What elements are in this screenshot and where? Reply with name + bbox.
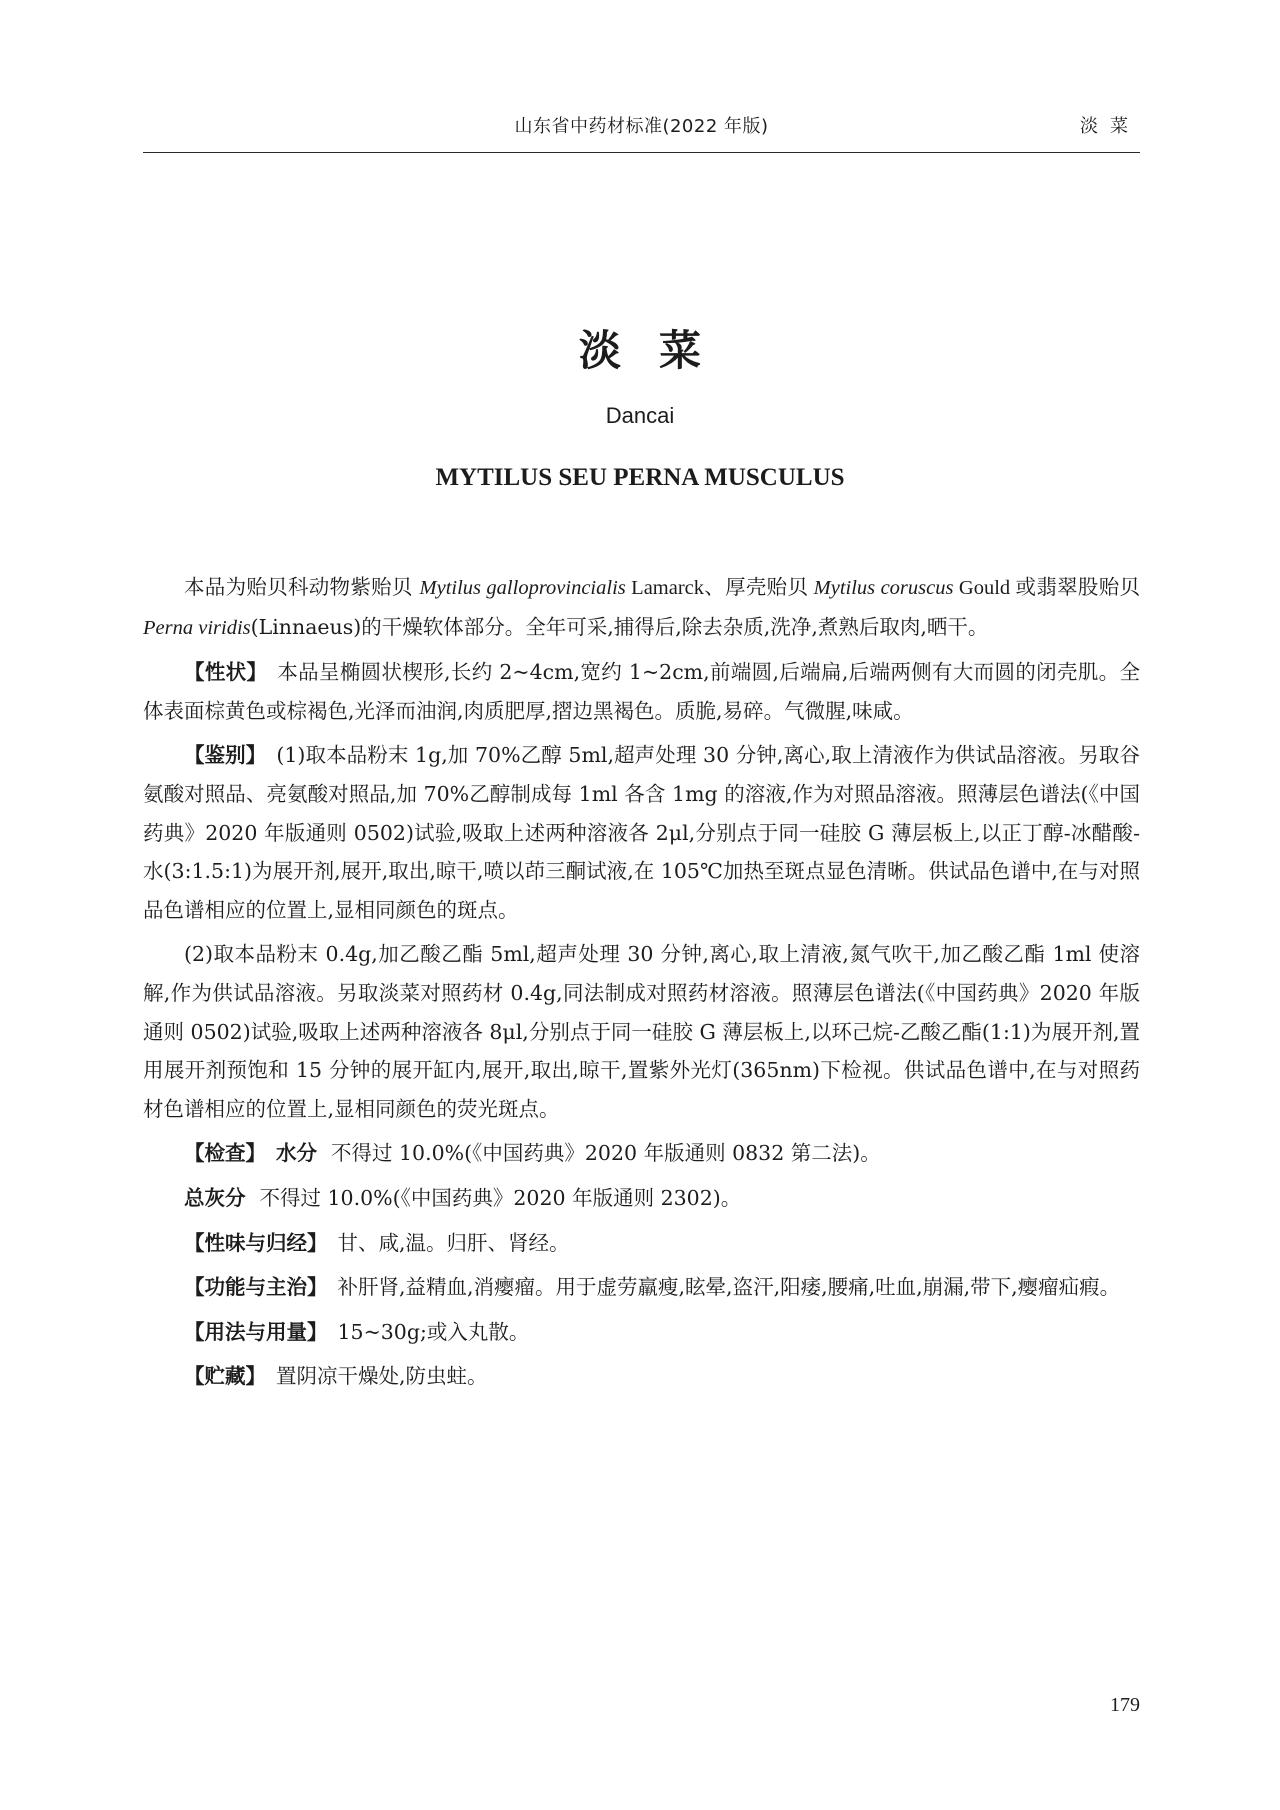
header-rule	[143, 152, 1140, 153]
subsection-label: 水分	[276, 1141, 317, 1166]
section-xingzhuang	[143, 653, 1140, 730]
section-text: 本品呈椭圆状楔形,长约 2~4cm,宽约 1~2cm,前端圆,后端扁,后端两侧有大而圆的闭壳肌。全体表面棕黄色或棕褐色,光泽而油润,肉质肥厚,摺边黑褐色。质脆,易碎。气微腥,味咸。	[143, 660, 1141, 723]
section-text: 甘、咸,温。归肝、肾经。	[337, 1230, 570, 1255]
section-text: 置阴凉干燥处,防虫蛀。	[276, 1364, 488, 1389]
page-title: 淡菜	[578, 326, 739, 375]
species-name: Mytilus coruscus	[813, 577, 954, 599]
section-label: 【检查】	[184, 1141, 266, 1166]
header-book-title: 山东省中药材标准(2022 年版)	[514, 116, 769, 137]
section-label: 【用法与用量】	[184, 1319, 328, 1344]
section-label: 【鉴别】	[184, 743, 267, 768]
section-label: 【贮藏】	[184, 1364, 266, 1389]
section-jianbie	[143, 736, 1140, 929]
pinyin-name: Dancai	[605, 403, 675, 428]
section-gongneng	[143, 1268, 1140, 1307]
species-name: Perna viridis	[143, 616, 251, 639]
section-text: (2)取本品粉末 0.4g,加乙酸乙酯 5ml,超声处理 30 分钟,离心,取上清液,氮气吹干,加乙酸乙酯 1ml 使溶解,作为供试品溶液。另取淡菜对照药材 0.4g,同法制成对照药材溶液。照薄层色谱法(《中国药典》2020 年版通则 0502)试验,吸取上述两种溶液各 8μl,分别点于同一硅胶 G 薄层板上,以环己烷-乙酸乙酯(1:1)为展开剂,置用展开剂预饱和 15 分钟的展开缸内,展开,取出,晾干,置紫外光灯(365nm)下检视。供试品色谱中,在与对照药材色谱相应的位置上,显相同颜色的荧光斑点。	[143, 942, 1140, 1121]
section-jianbie-2	[143, 935, 1140, 1128]
section-text: 15~30g;或入丸散。	[337, 1319, 530, 1344]
section-text: (1)取本品粉末 1g,加 70%乙醇 5ml,超声处理 30 分钟,离心,取上清液作为供试品溶液。另取谷氨酸对照品、亮氨酸对照品,加 70%乙醇制成每 1ml 各含 1mg 的溶液,作为对照品溶液。照薄层色谱法(《中国药典》2020 年版通则 0502)试验,吸取上述两种溶液各 2μl,分别点于同一硅胶 G 薄层板上,以正丁醇-冰醋酸-水(3:1.5:1)为展开剂,展开,取出,晾干,喷以茚三酮试液,在 105℃加热至斑点显色清晰。供试品色谱中,在与对照品色谱相应的位置上,显相同颜色的斑点。	[143, 743, 1140, 922]
intro-text: (Linnaeus)的干燥软体部分。全年可采,捕得后,除去杂质,洗净,煮熟后取肉,晒干。	[250, 614, 989, 639]
species-name: Mytilus galloprovincialis	[419, 577, 626, 599]
header-entry-name: 淡菜	[1080, 116, 1140, 137]
section-text: 不得过 10.0%(《中国药典》2020 年版通则 2302)。	[259, 1185, 742, 1210]
latin-name: MYTILUS SEU PERNA MUSCULUS	[435, 464, 845, 491]
intro-paragraph	[143, 568, 1140, 647]
intro-text: Gould 或翡翠股贻贝	[953, 577, 1141, 599]
section-text: 补肝肾,益精血,消瘿瘤。用于虚劳羸瘦,眩晕,盗汗,阳痿,腰痛,吐血,崩漏,带下,瘿瘤疝瘕。	[337, 1275, 1121, 1300]
intro-text: Lamarck、厚壳贻贝	[625, 577, 814, 599]
intro-text: 本品为贻贝科动物紫贻贝	[184, 575, 420, 599]
subsection-label: 总灰分	[184, 1185, 246, 1210]
section-label: 【功能与主治】	[184, 1275, 328, 1300]
section-jiancha-ash	[143, 1179, 1140, 1218]
section-label: 【性状】	[184, 660, 268, 685]
section-xingwei	[143, 1224, 1140, 1263]
running-header	[143, 112, 1140, 154]
section-text: 不得过 10.0%(《中国药典》2020 年版通则 0832 第二法)。	[331, 1141, 881, 1166]
section-yongfa	[143, 1313, 1140, 1352]
section-label: 【性味与归经】	[184, 1230, 328, 1255]
page-number: 179	[1110, 1694, 1140, 1716]
section-zhucang	[143, 1357, 1140, 1396]
section-jiancha	[143, 1134, 1140, 1173]
monograph-body	[143, 568, 1140, 1402]
